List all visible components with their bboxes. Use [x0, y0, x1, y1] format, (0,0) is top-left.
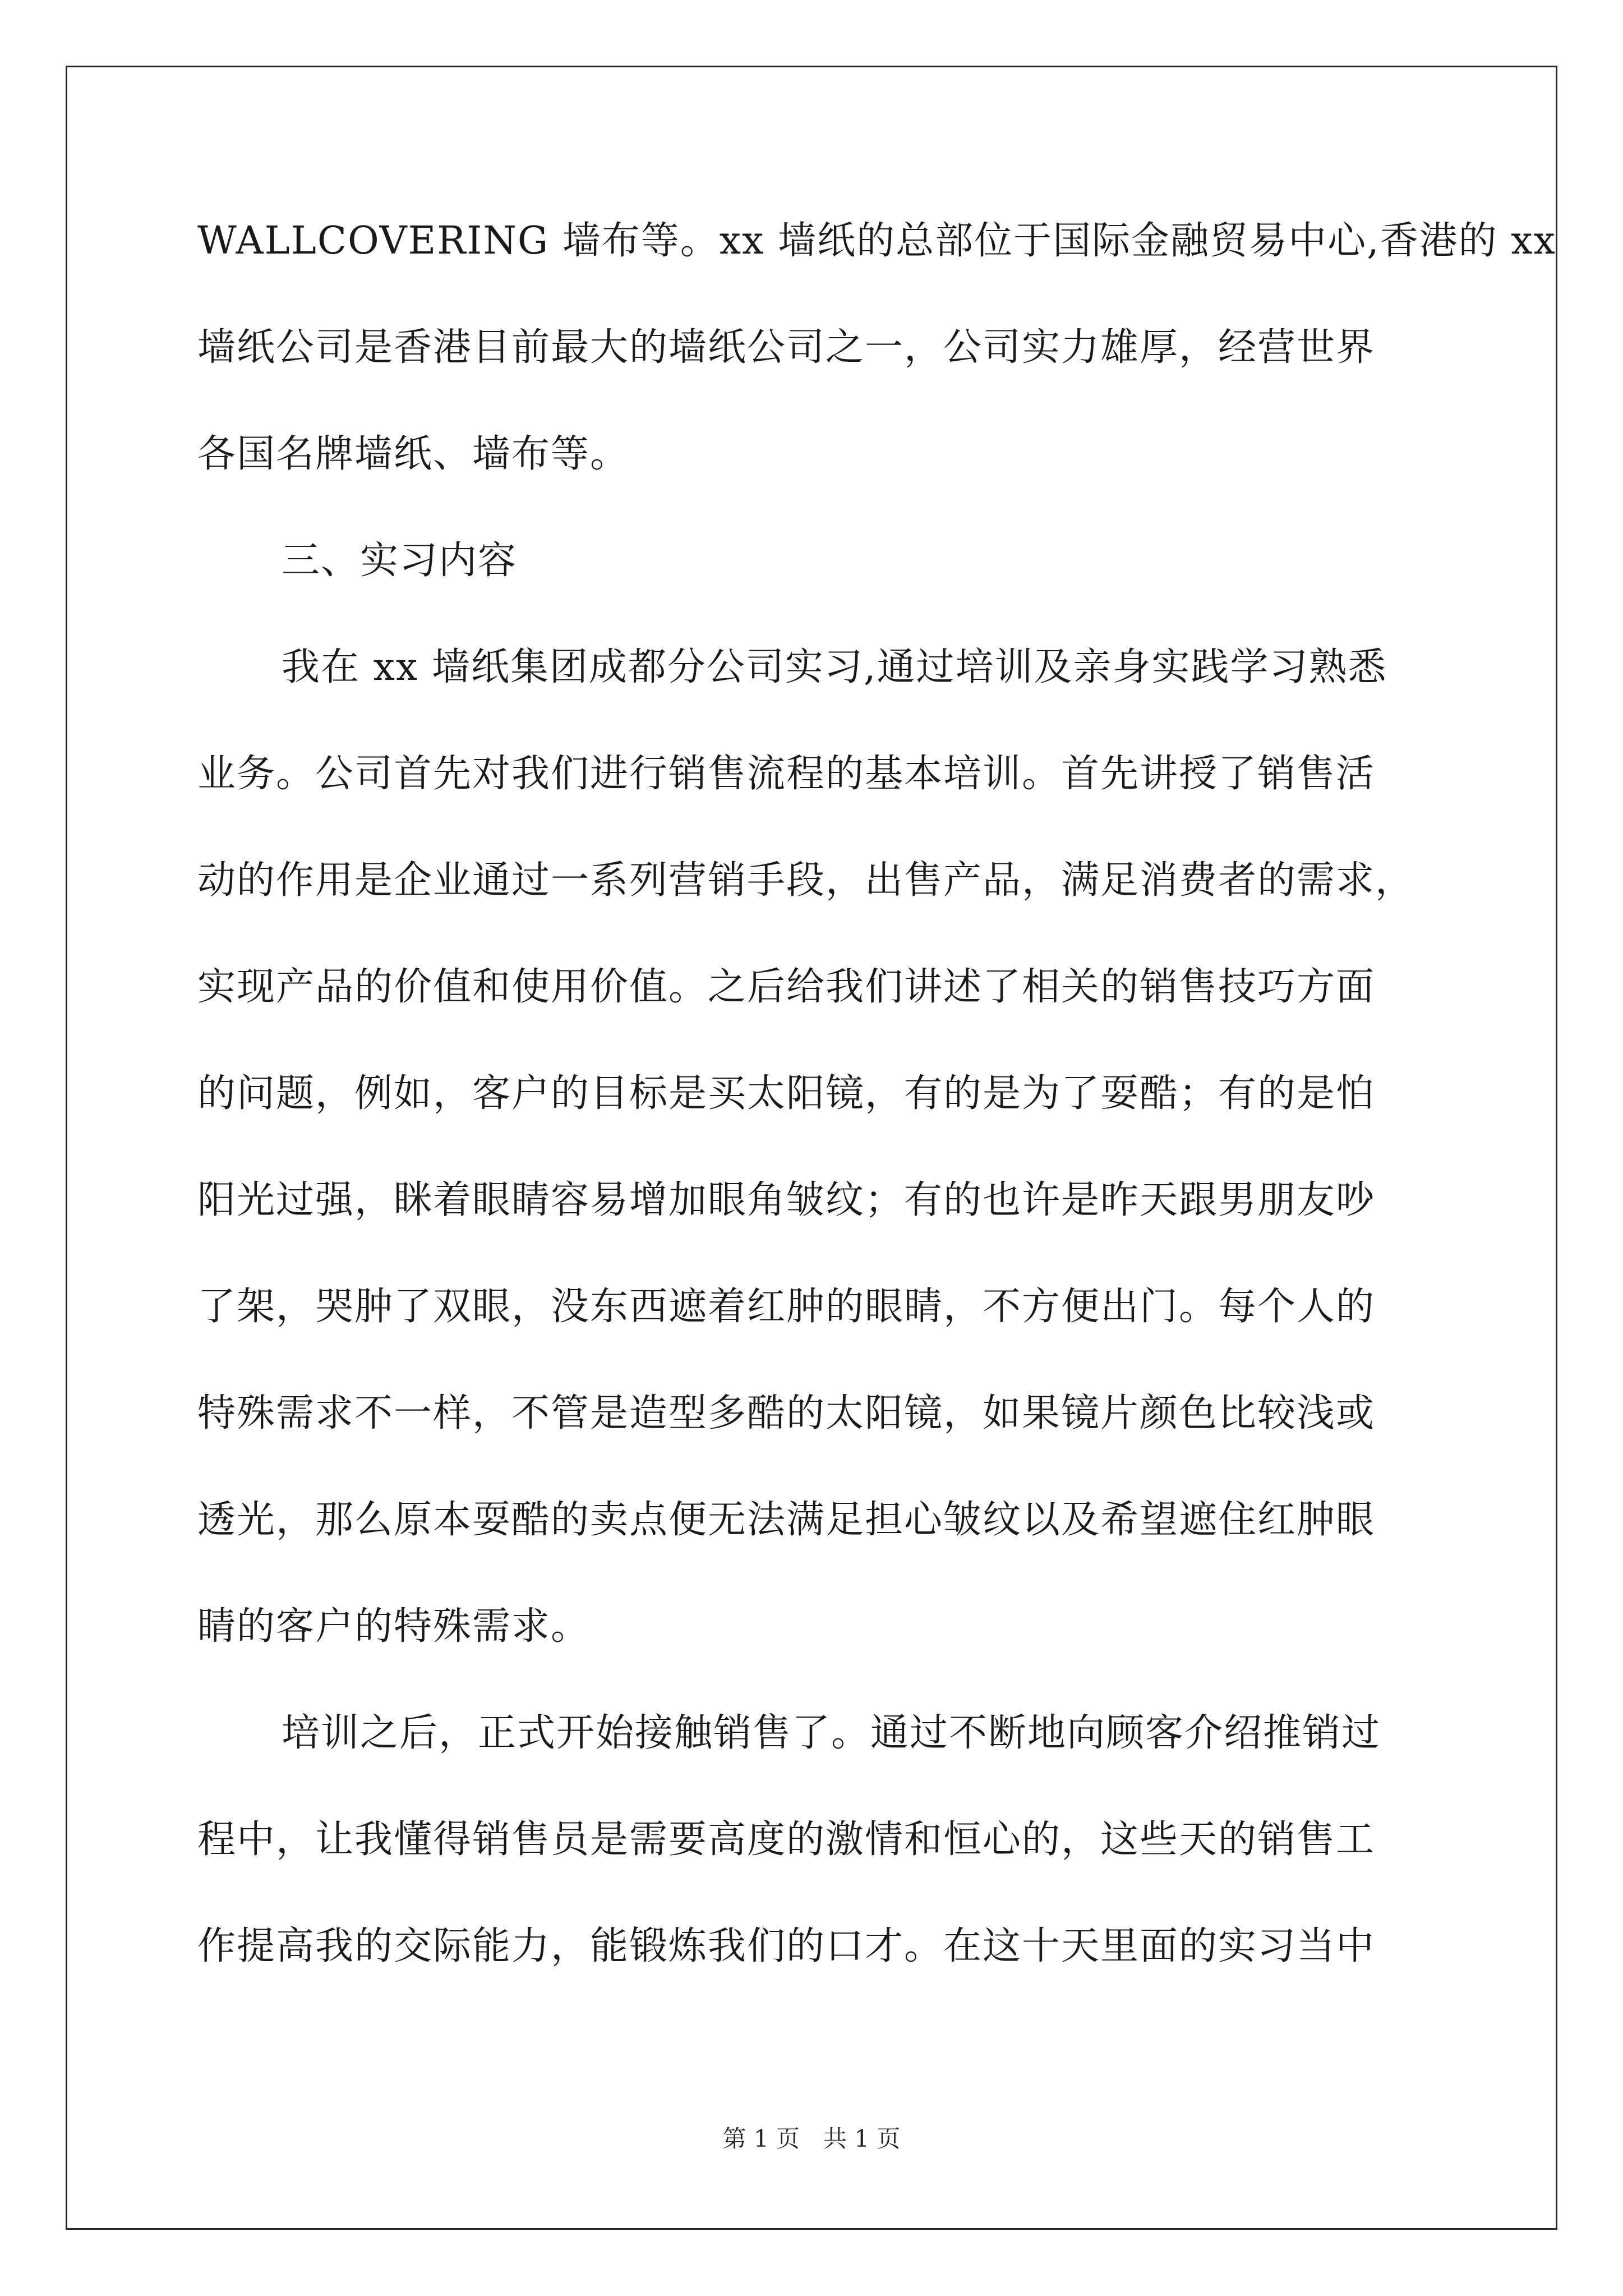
text-line: 透光，那么原本耍酷的卖点便无法满足担心皱纹以及希望遮住红肿眼: [197, 1498, 1376, 1542]
text-line: 业务。公司首先对我们进行销售流程的基本培训。首先讲授了销售活: [197, 752, 1376, 796]
page-number-footer: 第 1 页 共 1 页: [722, 2125, 901, 2152]
text-line: 各国名牌墙纸、墙布等。: [197, 432, 630, 476]
text-line: 培训之后，正式开始接触销售了。通过不断地向顾客介绍推销过: [282, 1711, 1381, 1755]
text-line: 墙纸公司是香港目前最大的墙纸公司之一，公司实力雄厚，经营世界: [197, 325, 1376, 370]
text-line: 阳光过强，眯着眼睛容易增加眼角皱纹；有的也许是昨天跟男朋友吵: [197, 1178, 1376, 1222]
text-line: 作提高我的交际能力，能锻炼我们的口才。在这十天里面的实习当中: [197, 1924, 1376, 1968]
section-heading: 三、实习内容: [282, 539, 518, 583]
text-line: 特殊需求不一样，不管是造型多酷的太阳镜，如果镜片颜色比较浅或: [197, 1391, 1376, 1435]
text-line: 实现产品的价值和使用价值。之后给我们讲述了相关的销售技巧方面: [197, 965, 1376, 1009]
text-line: 了架，哭肿了双眼，没东西遮着红肿的眼睛，不方便出门。每个人的: [197, 1285, 1376, 1329]
page-border: [66, 66, 1557, 2230]
text-line: 睛的客户的特殊需求。: [197, 1604, 591, 1649]
text-line: 的问题，例如，客户的目标是买太阳镜，有的是为了耍酷；有的是怕: [197, 1071, 1376, 1116]
text-line: WALLCOVERING 墙布等。xx 墙纸的总部位于国际金融贸易中心,香港的 xx: [197, 219, 1556, 263]
text-line: 程中，让我懂得销售员是需要高度的激情和恒心的，这些天的销售工: [197, 1818, 1376, 1862]
text-line: 动的作用是企业通过一系列营销手段，出售产品，满足消费者的需求，: [197, 858, 1415, 903]
text-line: 我在 xx 墙纸集团成都分公司实习,通过培训及亲身实践学习熟悉: [282, 645, 1387, 689]
